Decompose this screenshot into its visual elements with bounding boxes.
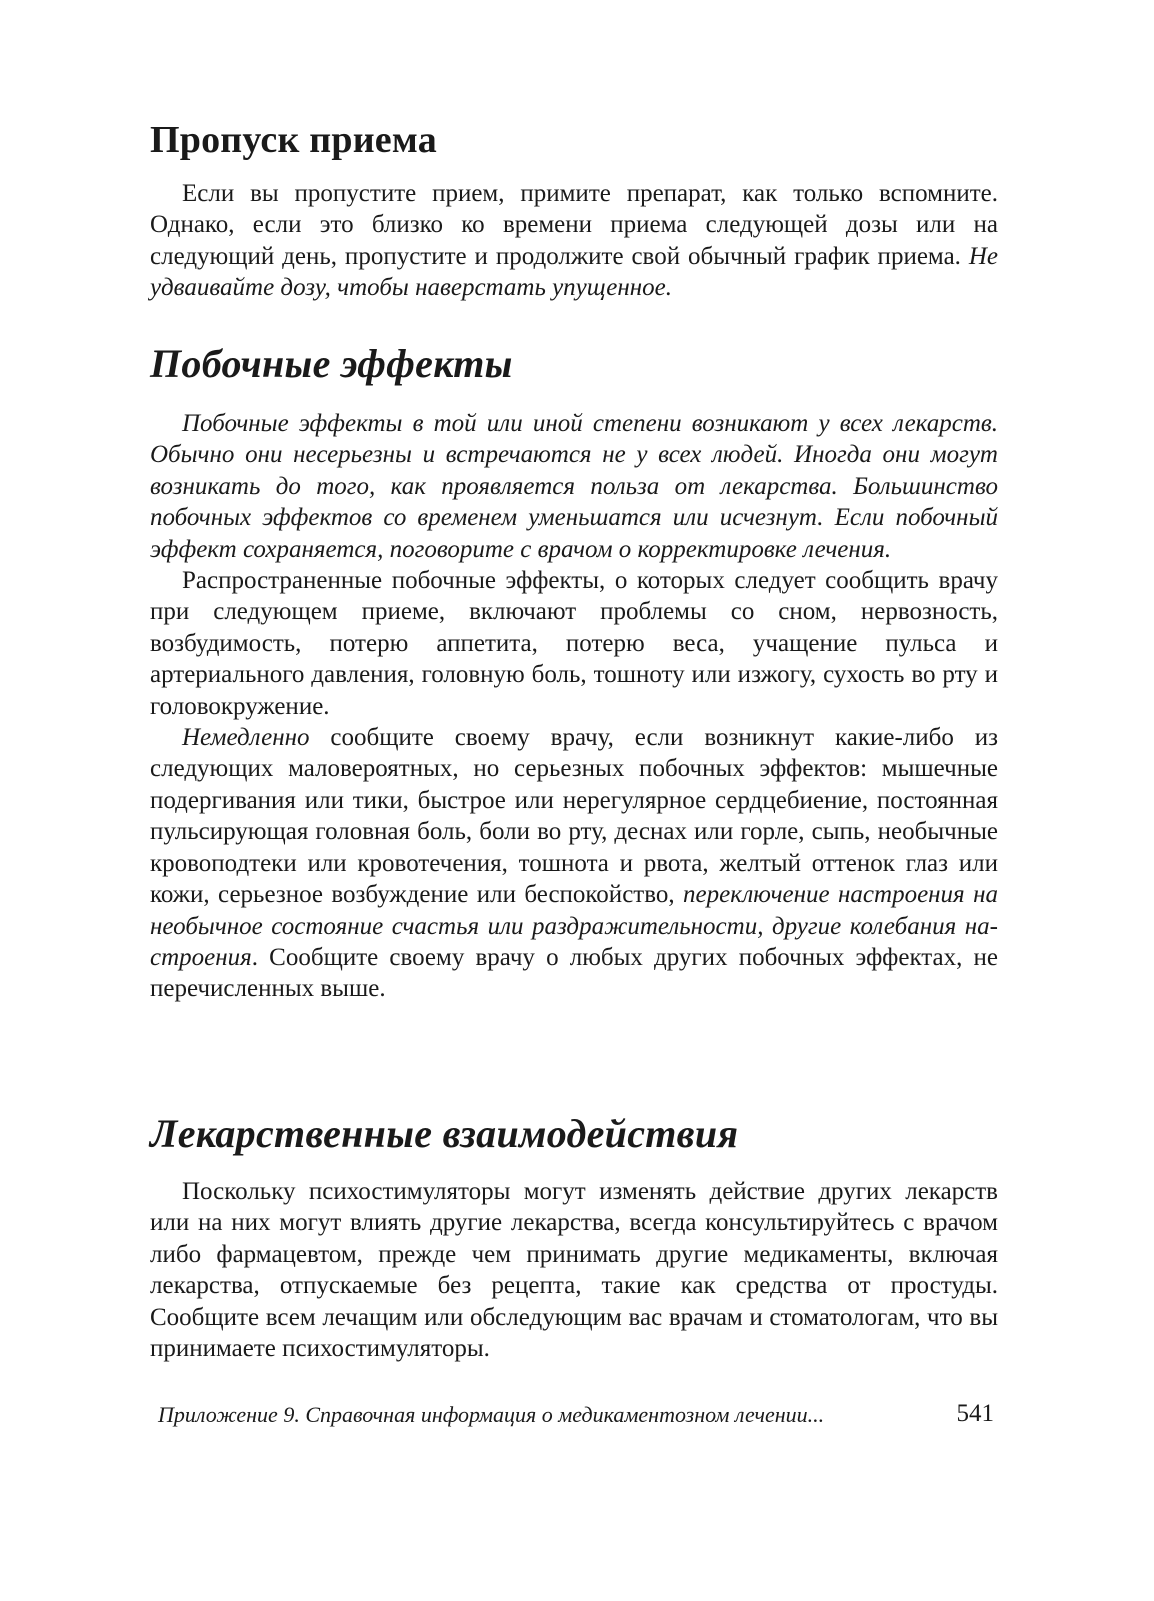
- paragraph-emphasis: Немедленно: [182, 724, 310, 752]
- paragraph-text: Если вы пропустите прием, примите препарат, как только вспомните. Однако, если это близко ко времени приема следующей дозы или на следующий день, пропустите и продолжите свой обычный график приема.: [150, 180, 998, 270]
- heading-side-effects: Побочные эффекты: [150, 341, 513, 386]
- section-side-effects-body: [150, 408, 998, 1005]
- heading-interactions: Лекарственные взаимодействия: [150, 1111, 739, 1156]
- running-title: Приложение 9. Справочная информация о медикаментозном лечении...: [158, 1402, 825, 1427]
- paragraph-emphasis: Не удваивайте дозу, чтобы наверстать упущенное.: [150, 242, 999, 302]
- paragraph-common-effects: Распространенные побочные эффекты, о которых следует сообщить врачу при следующем приеме, включают проблемы со сном, нервозность, возбудимость, потерю аппетита, потерю веса, учащение пульса и артериального давления, головную боль, тошноту или изжогу, сухость во рту и головокружение.: [150, 567, 998, 720]
- paragraph-italic-intro: Побочные эффекты в той или иной степени возникают у всех лекарств. Обычно они несерьезны и встречаются не у всех людей. Иногда они могут возникать до того, как проявляется польза от лекарства. Большинство побочных эффектов со временем уменьшатся или исчезнут. Если побочный эффект сохраняется, поговорите с врачом о корректировке лечения.: [150, 410, 998, 563]
- section-interactions-body: [150, 1176, 998, 1364]
- paragraph: Поскольку психостимуляторы могут изменять действие других лекарств или на них могут влиять другие лекарства, всегда консультируйтесь с врачом либо фармацевтом, прежде чем принимать другие медикаменты, включая лекарства, отпускаемые без рецепта, такие как средства от простуды. Сообщите всем лечащим или обследующим вас врачам и стоматологам, что вы принимаете психостимуляторы.: [150, 1178, 998, 1363]
- paragraph-emphasis: переключение настроения на необычное состояние счастья или раздражительности, другие колебания настроения: [150, 881, 998, 971]
- paragraph-text: . Сообщите своему врачу о любых других побочных эффектах, не перечисленных выше.: [150, 943, 998, 1003]
- book-page: [150, 0, 998, 1601]
- paragraph: [150, 178, 998, 304]
- heading-missed-dose: Пропуск приема: [150, 119, 437, 161]
- section-missed-dose-body: [150, 178, 998, 304]
- paragraph-text: сообщите своему врачу, если возникнут какие-либо из следующих маловероятных, но серьезных побочных эффектов: мышечные подергивания или тики, быстрое или нерегулярное сердцебиение, постоянная пульсирующая головная боль, боли во рту, деснах или горле, сыпь, необычные кровоподтеки или кровотечения, тошнота и рвота, желтый оттенок глаз или кожи, серьезное возбуждение или беспокойство,: [150, 724, 998, 909]
- page-footer: [150, 1402, 998, 1436]
- page-number: 541: [956, 1400, 994, 1427]
- paragraph-serious-effects: [150, 722, 998, 1005]
